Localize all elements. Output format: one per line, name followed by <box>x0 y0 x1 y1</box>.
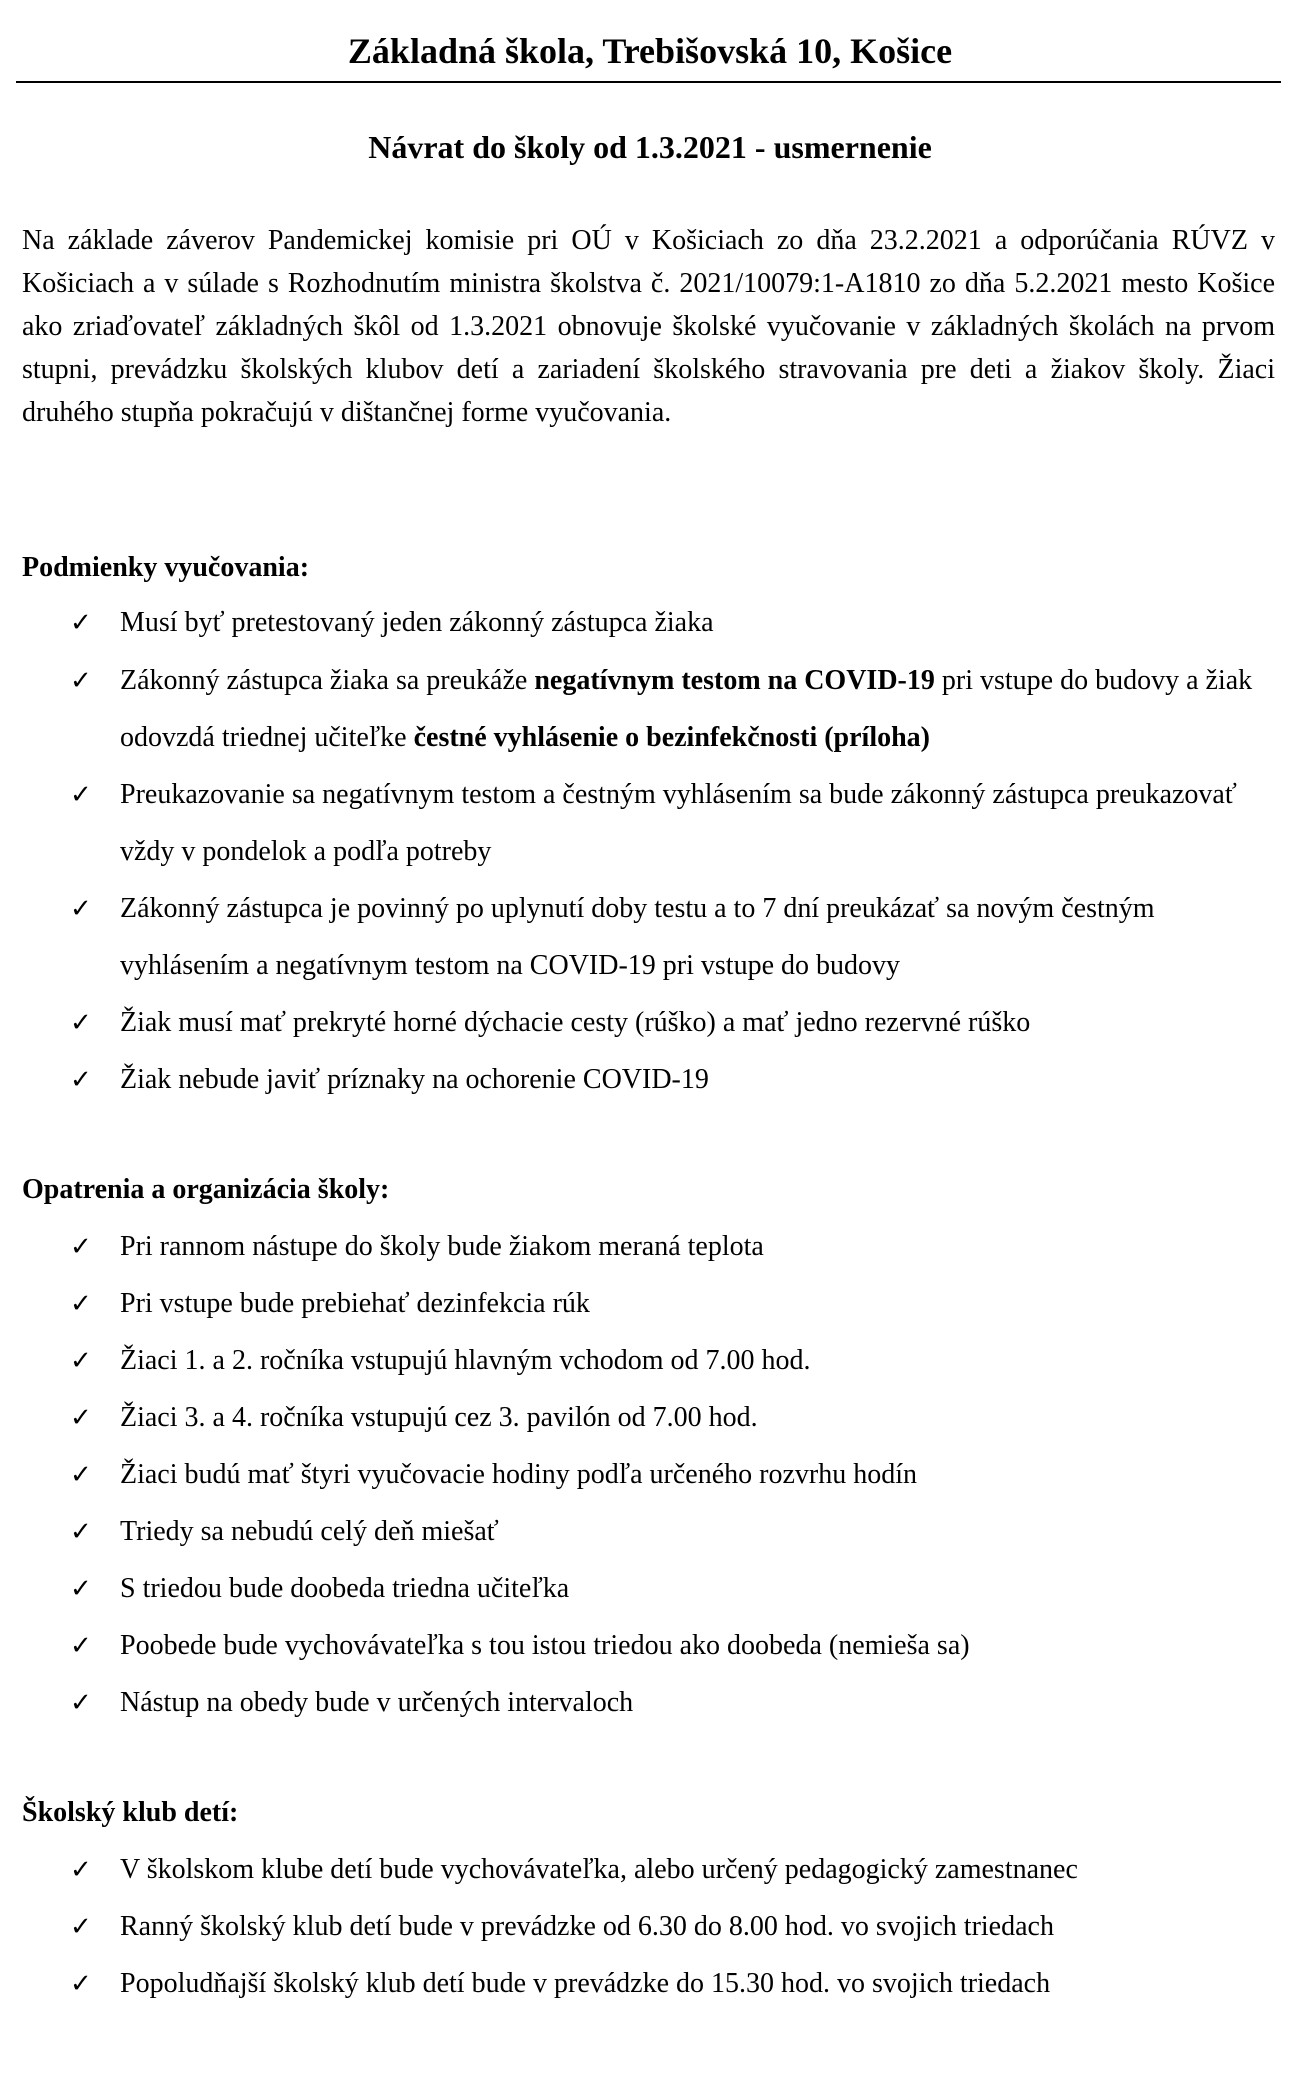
list-item-text: Žiaci budú mať štyri vyučovacie hodiny podľa určeného rozvrhu hodín <box>120 1459 918 1490</box>
section-heading-club: Školský klub detí: <box>22 1797 239 1828</box>
section-heading-measures: Opatrenia a organizácia školy: <box>22 1174 390 1205</box>
list-item-text: Pri rannom nástupe do školy bude žiakom meraná teplota <box>120 1231 764 1262</box>
list-item-text: Žiaci 1. a 2. ročníka vstupujú hlavným vchodom od 7.00 hod. <box>120 1345 811 1376</box>
check-mark-icon: ✓ <box>70 1969 92 1999</box>
document-title: Návrat do školy od 1.3.2021 - usmernenie <box>368 129 932 165</box>
check-mark-icon: ✓ <box>70 780 92 810</box>
check-mark-icon: ✓ <box>70 1688 92 1718</box>
list-item-text: Popoludňajší školský klub detí bude v prevádzke do 15.30 hod. vo svojich triedach <box>120 1968 1051 1999</box>
list-item-text: Preukazovanie sa negatívnym testom a čestným vyhlásením sa bude zákonný zástupca preukazovať vždy v pondelok a podľa potreby <box>120 779 1237 867</box>
check-mark-icon: ✓ <box>70 666 92 696</box>
list-item-text: Zákonný zástupca je povinný po uplynutí doby testu a to 7 dní preukázať sa novým čestným vyhlásením a negatívnym testom na COVID-19 pri vstupe do budovy <box>120 893 1155 981</box>
check-mark-icon: ✓ <box>70 1403 92 1433</box>
check-mark-icon: ✓ <box>70 1631 92 1661</box>
list-item-text: Žiak musí mať prekryté horné dýchacie cesty (rúško) a mať jedno rezervné rúško <box>120 1007 1031 1038</box>
list-item-text: Žiaci 3. a 4. ročníka vstupujú cez 3. pavilón od 7.00 hod. <box>120 1402 758 1433</box>
school-name: Základná škola, Trebišovská 10, Košice <box>347 31 953 71</box>
list-item-text: Poobede bude vychovávateľka s tou istou triedou ako doobeda (nemieša sa) <box>120 1630 970 1661</box>
text-run: pri vstupe do budovy a žiak odovzdá triednej učiteľke <box>120 665 1253 753</box>
list-item-text: Nástup na obedy bude v určených intervaloch <box>120 1687 634 1718</box>
list-item-text: Musí byť pretestovaný jeden zákonný zástupca žiaka <box>120 607 714 638</box>
check-mark-icon: ✓ <box>70 1232 92 1262</box>
check-mark-icon: ✓ <box>70 1855 92 1885</box>
list-item-text: Žiak nebude javiť príznaky na ochorenie COVID-19 <box>120 1064 709 1095</box>
check-mark-icon: ✓ <box>70 1574 92 1604</box>
intro-paragraph: Na základe záverov Pandemickej komisie pri OÚ v Košiciach zo dňa 23.2.2021 a odporúčania RÚVZ v Košiciach a v súlade s Rozhodnutím ministra školstva č. 2021/10079:1-A1810 zo dňa 5.2.2021 mesto Košice ako zriaďovateľ základných škôl od 1.3.2021 obnovuje školské vyučovanie v základných školách na prvom stupni, prevádzku školských klubov detí a zariadení školského stravovania pre deti a žiakov školy. Žiaci druhého stupňa pokračujú v dištančnej forme vyučovania. <box>22 225 1275 428</box>
check-mark-icon: ✓ <box>70 1517 92 1547</box>
check-mark-icon: ✓ <box>70 894 92 924</box>
check-mark-icon: ✓ <box>70 1065 92 1095</box>
text-run: Zákonný zástupca žiaka sa preukáže <box>120 665 535 696</box>
list-item-text: Triedy sa nebudú celý deň miešať <box>120 1516 499 1547</box>
check-mark-icon: ✓ <box>70 608 92 638</box>
check-mark-icon: ✓ <box>70 1008 92 1038</box>
check-mark-icon: ✓ <box>70 1460 92 1490</box>
list-item-text: Ranný školský klub detí bude v prevádzke od 6.30 do 8.00 hod. vo svojich triedach <box>120 1911 1054 1942</box>
header-divider <box>16 81 1281 83</box>
list-item-text: S triedou bude doobeda triedna učiteľka <box>120 1573 570 1604</box>
bold-text-declaration: čestné vyhlásenie o bezinfekčnosti (príloha) <box>413 722 931 753</box>
list-item-text: V školskom klube detí bude vychovávateľka, alebo určený pedagogický zamestnanec <box>120 1854 1078 1885</box>
list-item-text <box>120 652 1282 766</box>
check-mark-icon: ✓ <box>70 1289 92 1319</box>
bold-text-negative-test: negatívnym testom na COVID-19 <box>534 665 935 696</box>
check-mark-icon: ✓ <box>70 1912 92 1942</box>
check-mark-icon: ✓ <box>70 1346 92 1376</box>
section-heading-conditions: Podmienky vyučovania: <box>22 552 310 583</box>
list-item-text: Pri vstupe bude prebiehať dezinfekcia rúk <box>120 1288 590 1319</box>
